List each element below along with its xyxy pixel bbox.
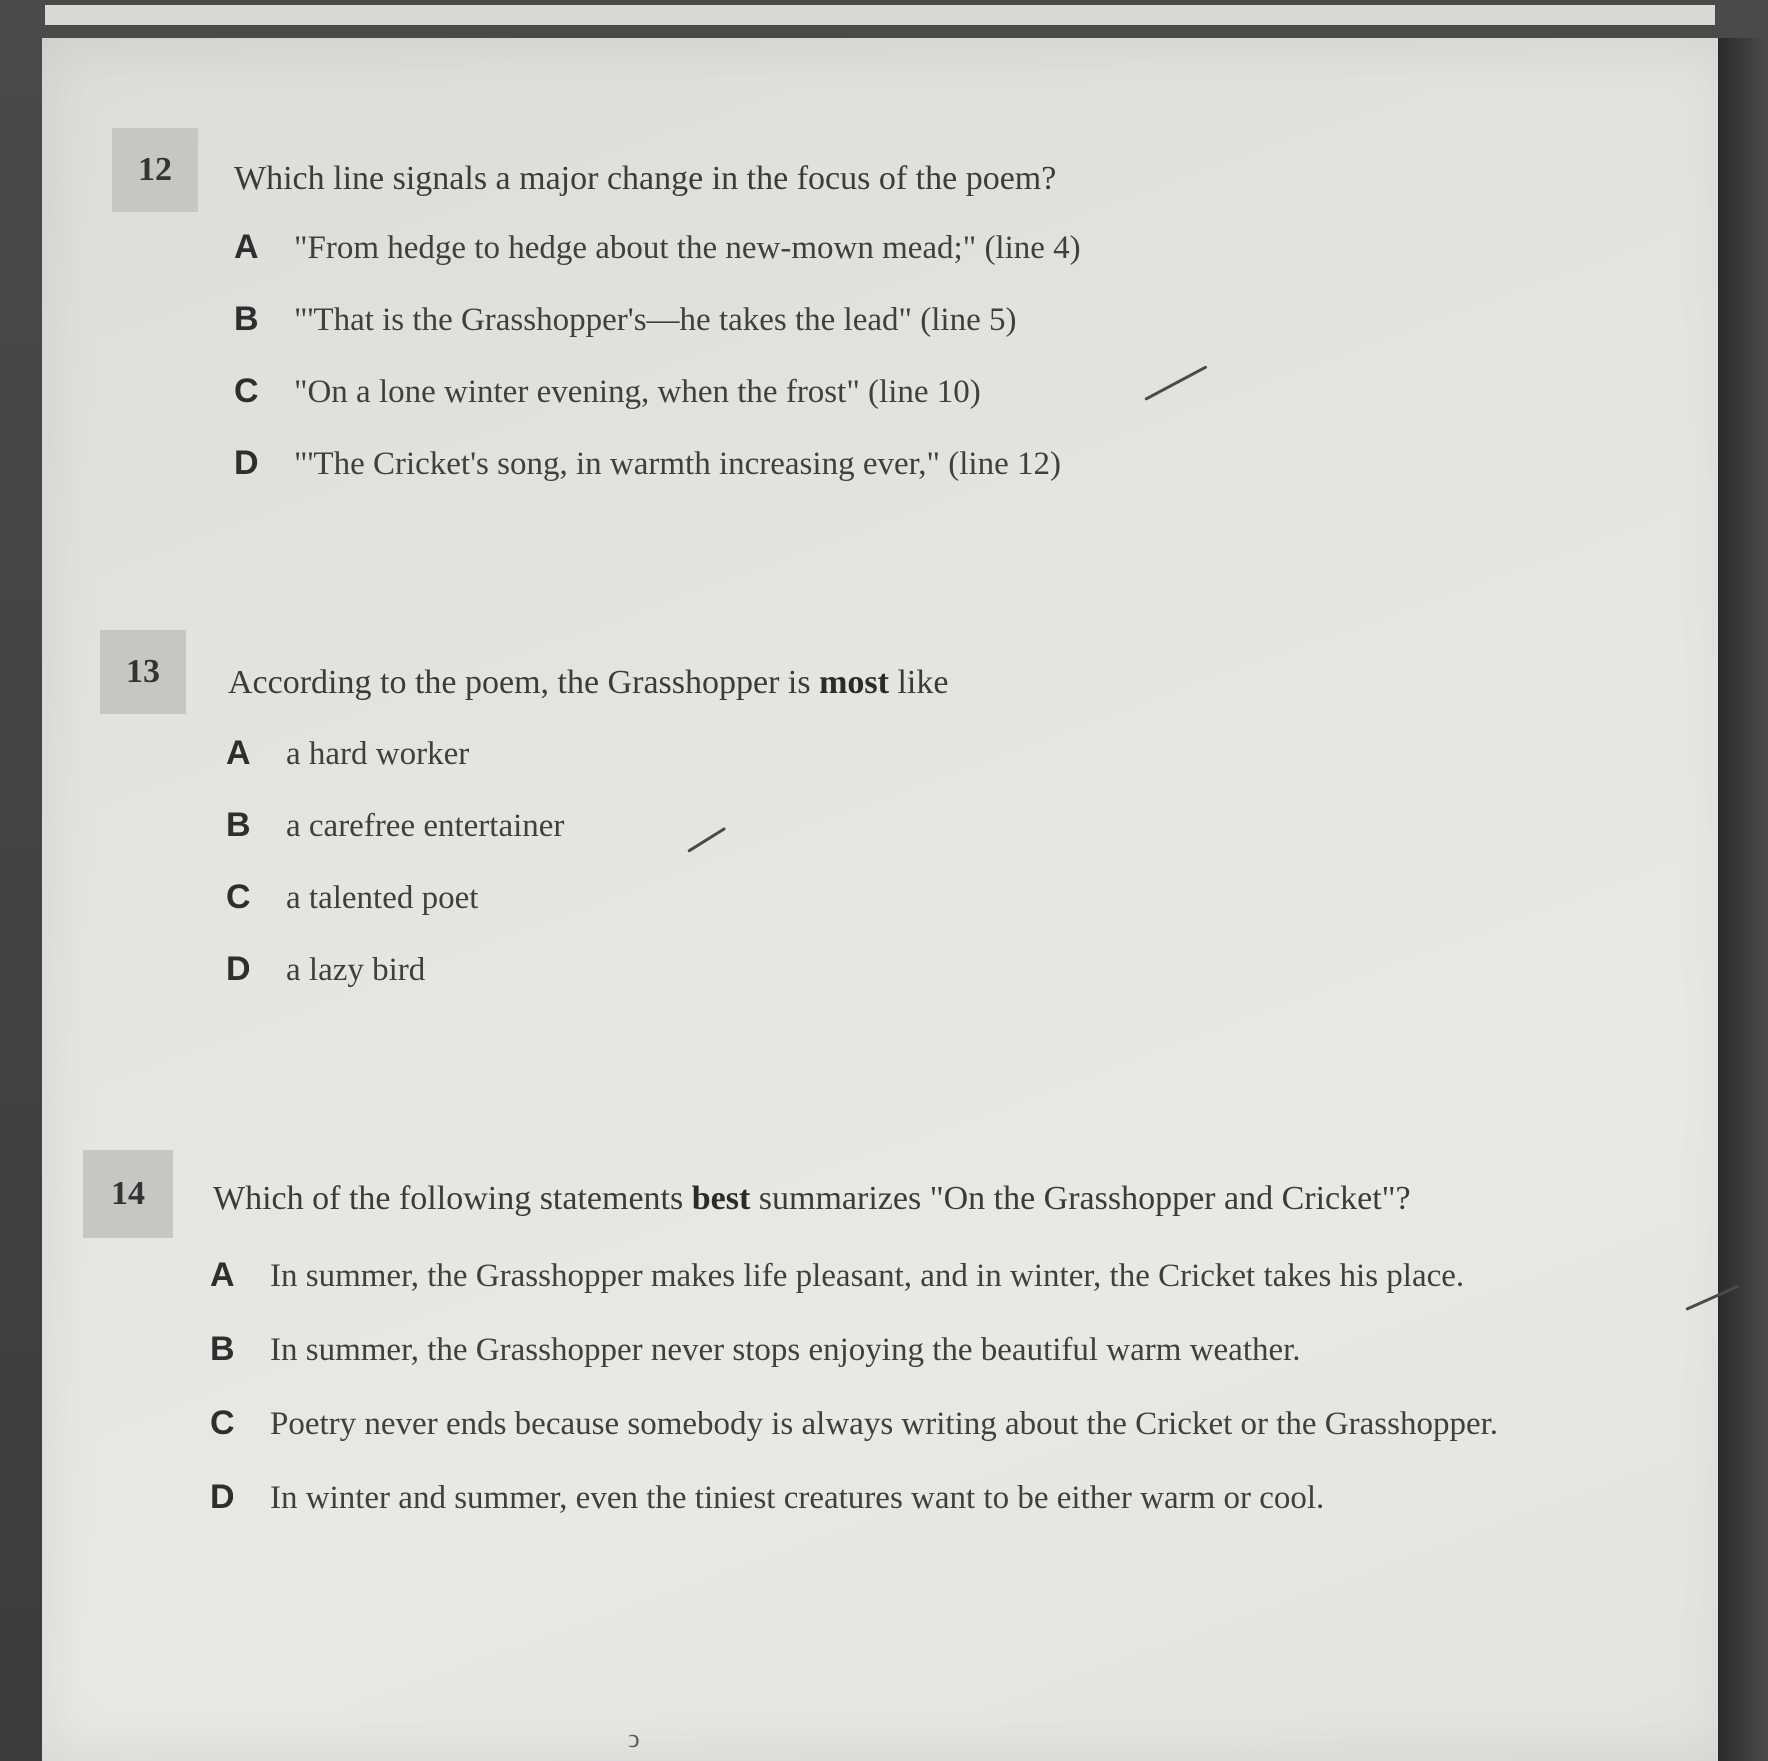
question-stem: Which line signals a major change in the focus of the poem?	[234, 160, 1057, 197]
option-text: Poetry never ends because somebody is always writing about the Cricket or the Grasshopper.	[270, 1406, 1499, 1442]
option-a[interactable]	[226, 734, 469, 773]
option-text: In summer, the Grasshopper never stops enjoying the beautiful warm weather.	[270, 1332, 1301, 1368]
option-letter: A	[210, 1256, 235, 1294]
option-text: "On a lone winter evening, when the frost" (line 10)	[294, 374, 981, 410]
option-c[interactable]	[226, 878, 478, 917]
option-letter: D	[234, 444, 259, 482]
option-text: a lazy bird	[286, 952, 426, 988]
question-number: 12	[112, 128, 198, 212]
option-letter: C	[226, 878, 251, 916]
option-letter: D	[226, 950, 251, 988]
option-b[interactable]	[226, 806, 564, 845]
option-c[interactable]	[234, 372, 981, 411]
question-number: 14	[83, 1150, 173, 1238]
option-d[interactable]	[234, 444, 1061, 483]
question-number: 13	[100, 630, 186, 714]
screen-edge	[1718, 38, 1768, 1761]
option-letter: A	[234, 228, 259, 266]
option-b[interactable]	[210, 1330, 1301, 1369]
option-letter: A	[226, 734, 251, 772]
option-a[interactable]	[210, 1256, 1464, 1295]
option-c[interactable]	[210, 1404, 1498, 1443]
option-letter: C	[210, 1404, 235, 1442]
option-letter: B	[210, 1330, 235, 1368]
option-text: "From hedge to hedge about the new-mown mead;" (line 4)	[294, 230, 1081, 266]
option-text: In summer, the Grasshopper makes life pleasant, and in winter, the Cricket takes his place.	[270, 1258, 1465, 1294]
option-a[interactable]	[234, 228, 1081, 267]
option-letter: D	[210, 1478, 235, 1516]
option-letter: B	[226, 806, 251, 844]
option-letter: B	[234, 300, 259, 338]
option-text: "'The Cricket's song, in warmth increasing ever," (line 12)	[294, 446, 1061, 482]
option-d[interactable]	[210, 1478, 1324, 1517]
stray-mark: ↄ	[628, 1724, 640, 1753]
option-letter: C	[234, 372, 259, 410]
option-b[interactable]	[234, 300, 1016, 339]
option-text: "'That is the Grasshopper's—he takes the lead" (line 5)	[294, 302, 1017, 338]
option-text: In winter and summer, even the tiniest creatures want to be either warm or cool.	[270, 1480, 1325, 1516]
option-text: a hard worker	[286, 736, 470, 772]
question-stem: According to the poem, the Grasshopper is most like	[228, 664, 949, 701]
option-text: a carefree entertainer	[286, 808, 565, 844]
option-d[interactable]	[226, 950, 425, 989]
question-stem: Which of the following statements best summarizes "On the Grasshopper and Cricket"?	[213, 1180, 1411, 1217]
option-text: a talented poet	[286, 880, 479, 916]
top-bar	[45, 5, 1715, 25]
